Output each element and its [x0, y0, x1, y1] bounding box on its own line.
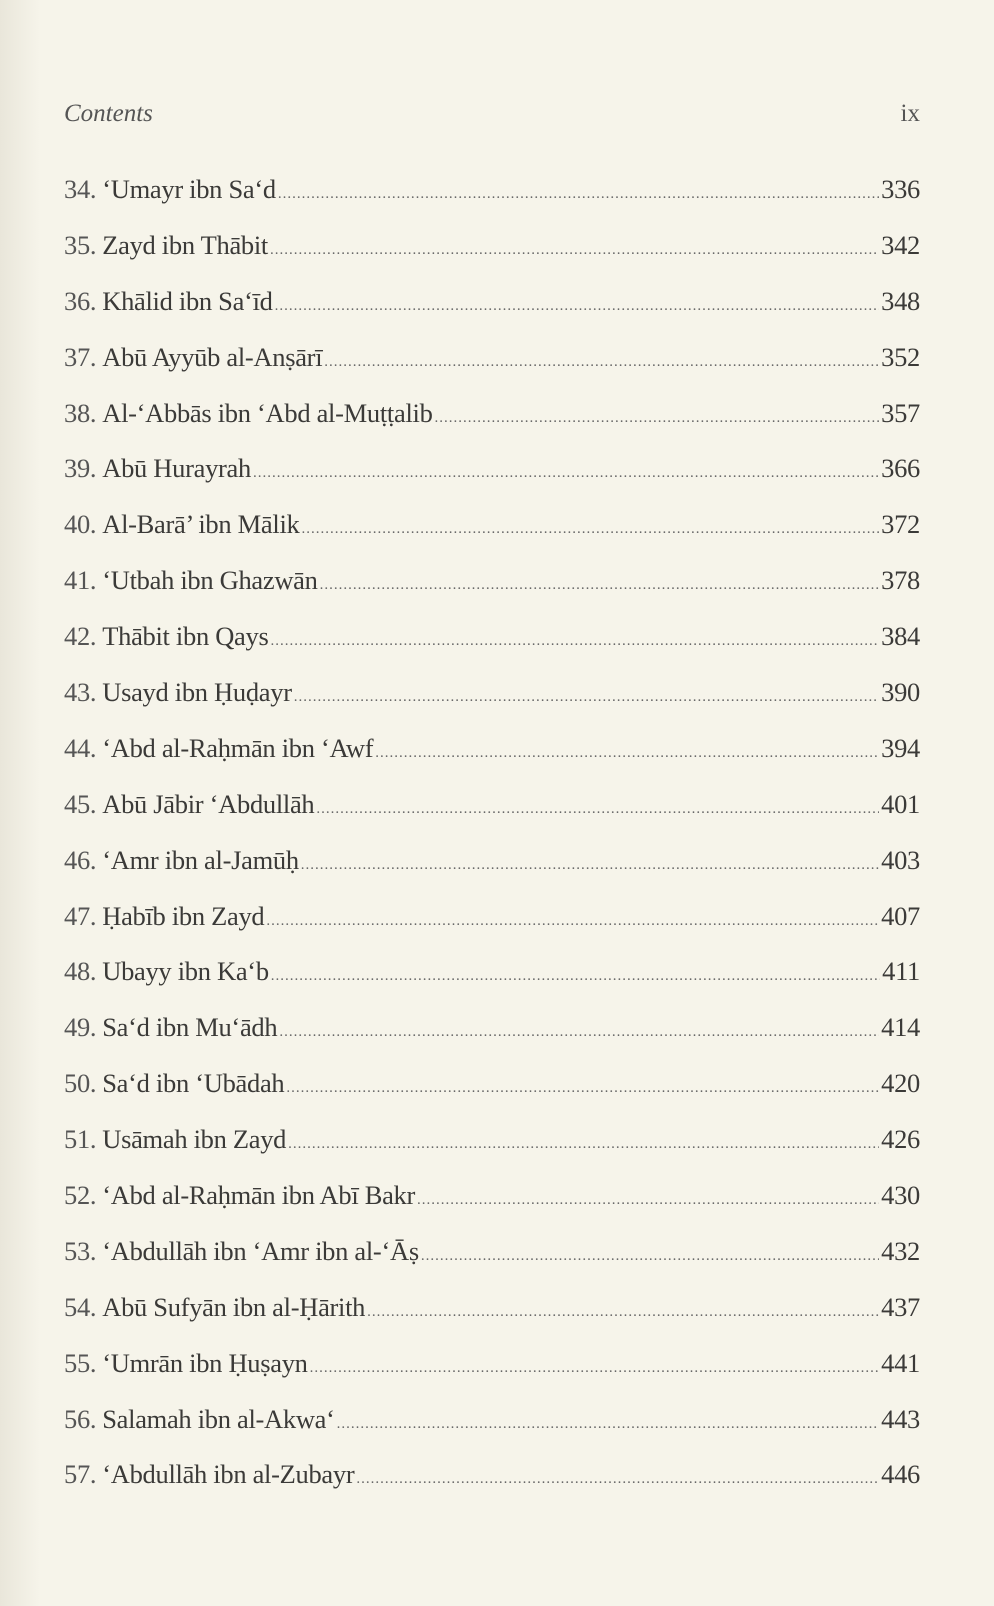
dot-leader: [278, 186, 879, 203]
toc-entry: [64, 845, 920, 901]
entry-number: 56.: [64, 1403, 97, 1434]
toc-entry: [64, 1292, 920, 1348]
entry-title: ‘Umayr ibn Sa‘d: [102, 174, 276, 204]
toc-entry: [64, 621, 920, 677]
toc-entry: [64, 901, 920, 957]
dot-leader: [266, 913, 879, 930]
toc-entry: [64, 453, 920, 509]
entry-page: 426: [881, 1124, 920, 1155]
toc-entry: [64, 174, 920, 230]
page-number: ix: [900, 100, 920, 127]
dot-leader: [253, 465, 879, 482]
dot-leader: [367, 1304, 879, 1321]
entry-page: 443: [881, 1403, 920, 1434]
entry-number: 40.: [64, 509, 97, 540]
entry-number: 36.: [64, 285, 97, 316]
entry-number: 39.: [64, 453, 97, 484]
toc-entry: [64, 733, 920, 789]
entry-title: ‘Abd al-Raḥmān ibn ‘Awf: [102, 732, 374, 763]
dot-leader: [279, 1024, 879, 1041]
entry-number: 55.: [64, 1347, 97, 1378]
entry-page: 366: [881, 453, 920, 484]
dot-leader: [271, 968, 880, 985]
entry-page: 372: [881, 509, 920, 540]
entry-number: 37.: [64, 341, 97, 372]
entry-title: ‘Abdullāh ibn al-Zubayr: [102, 1459, 355, 1490]
toc-entry: [64, 677, 920, 733]
entry-title: Abū Sufyān ibn al-Ḥārith: [102, 1291, 366, 1322]
toc-entry: [64, 1348, 920, 1404]
dot-leader: [301, 521, 879, 538]
entry-page: 390: [881, 677, 920, 708]
entry-title: Ḥabīb ibn Zayd: [102, 900, 265, 931]
entry-title: Khālid ibn Sa‘īd: [102, 285, 273, 316]
dot-leader: [294, 689, 879, 706]
entry-title: Salamah ibn al-Akwa‘: [102, 1403, 335, 1434]
entry-title: Abū Jābir ‘Abdullāh: [102, 788, 315, 819]
entry-page: 352: [881, 341, 920, 372]
entry-title: Ubayy ibn Ka‘b: [102, 956, 269, 987]
toc-entry: [64, 1404, 920, 1460]
entry-title: Zayd ibn Thābit: [102, 229, 268, 260]
toc-entry: [64, 956, 920, 1012]
entry-page: 432: [881, 1235, 920, 1266]
entry-number: 42.: [64, 621, 97, 652]
dot-leader: [417, 1192, 879, 1209]
toc-entry: [64, 789, 920, 845]
entry-number: 43.: [64, 677, 97, 708]
toc-entry: [64, 565, 920, 621]
entry-number: 47.: [64, 900, 97, 931]
entry-title: Abū Ayyūb al-Anṣārī: [102, 341, 323, 372]
entry-number: 45.: [64, 788, 97, 819]
running-head: [64, 100, 920, 134]
toc-entry: [64, 230, 920, 286]
entry-number: 54.: [64, 1291, 97, 1322]
dot-leader: [375, 745, 879, 762]
entry-page: 357: [881, 397, 920, 428]
entry-number: 48.: [64, 956, 97, 987]
dot-leader: [310, 1360, 880, 1377]
entry-page: 420: [881, 1068, 920, 1099]
toc-entry: [64, 1012, 920, 1068]
toc-entry: [64, 342, 920, 398]
entry-number: 49.: [64, 1012, 97, 1043]
entry-title: Thābit ibn Qays: [102, 621, 269, 652]
dot-leader: [324, 354, 879, 371]
entry-number: 46.: [64, 844, 97, 875]
dot-leader: [356, 1471, 879, 1488]
entry-title: ‘Utbah ibn Ghazwān: [102, 565, 318, 596]
entry-number: 53.: [64, 1235, 97, 1266]
entry-page: 384: [881, 621, 920, 652]
toc-entry: [64, 1236, 920, 1292]
entry-title: Usāmah ibn Zayd: [102, 1124, 287, 1155]
entry-page: 401: [881, 788, 920, 819]
dot-leader: [421, 1248, 879, 1265]
running-head-title: Contents: [64, 100, 153, 127]
entry-number: 34.: [64, 174, 97, 204]
entry-number: 50.: [64, 1068, 97, 1099]
entry-number: 52.: [64, 1180, 97, 1211]
dot-leader: [320, 577, 880, 594]
dot-leader: [275, 298, 880, 315]
toc-entry: [64, 509, 920, 565]
entry-page: 394: [881, 732, 920, 763]
entry-page: 441: [881, 1347, 920, 1378]
toc-entry: [64, 1068, 920, 1124]
entry-number: 44.: [64, 732, 97, 763]
dot-leader: [337, 1416, 879, 1433]
toc-entry: [64, 1180, 920, 1236]
entry-page: 430: [881, 1180, 920, 1211]
entry-title: Sa‘d ibn Mu‘ādh: [102, 1012, 278, 1043]
dot-leader: [288, 1136, 879, 1153]
entry-page: 348: [881, 285, 920, 316]
entry-number: 38.: [64, 397, 97, 428]
entry-page: 403: [881, 844, 920, 875]
toc-entry: [64, 1459, 920, 1515]
entry-title: ‘Abdullāh ibn ‘Amr ibn al-‘Āṣ: [102, 1235, 419, 1266]
entry-page: 342: [881, 229, 920, 260]
dot-leader: [301, 857, 879, 874]
dot-leader: [270, 633, 879, 650]
dot-leader: [316, 801, 879, 818]
entry-title: Sa‘d ibn ‘Ubādah: [102, 1068, 285, 1099]
toc-entry: [64, 286, 920, 342]
entry-title: ‘Amr ibn al-Jamūḥ: [102, 844, 299, 875]
entry-page: 411: [882, 956, 920, 987]
entry-number: 35.: [64, 229, 97, 260]
entry-page: 336: [881, 174, 920, 204]
page-gutter-shadow: [0, 0, 40, 1606]
entry-number: 51.: [64, 1124, 97, 1155]
entry-page: 414: [881, 1012, 920, 1043]
entry-title: Al-Barā’ ibn Mālik: [102, 509, 300, 540]
entry-page: 446: [881, 1459, 920, 1490]
entry-page: 378: [881, 565, 920, 596]
dot-leader: [286, 1080, 879, 1097]
table-of-contents: [64, 174, 920, 1515]
toc-entry: [64, 1124, 920, 1180]
entry-title: ‘Umrān ibn Ḥuṣayn: [102, 1347, 308, 1378]
dot-leader: [270, 242, 879, 259]
dot-leader: [435, 410, 880, 427]
toc-entry: [64, 398, 920, 454]
entry-number: 41.: [64, 565, 97, 596]
entry-title: Usayd ibn Ḥuḍayr: [102, 677, 292, 708]
entry-page: 407: [881, 900, 920, 931]
entry-number: 57.: [64, 1459, 97, 1490]
entry-title: Al-‘Abbās ibn ‘Abd al-Muṭṭalib: [102, 397, 433, 428]
entry-title: Abū Hurayrah: [102, 453, 251, 484]
entry-title: ‘Abd al-Raḥmān ibn Abī Bakr: [102, 1180, 416, 1211]
entry-page: 437: [881, 1291, 920, 1322]
